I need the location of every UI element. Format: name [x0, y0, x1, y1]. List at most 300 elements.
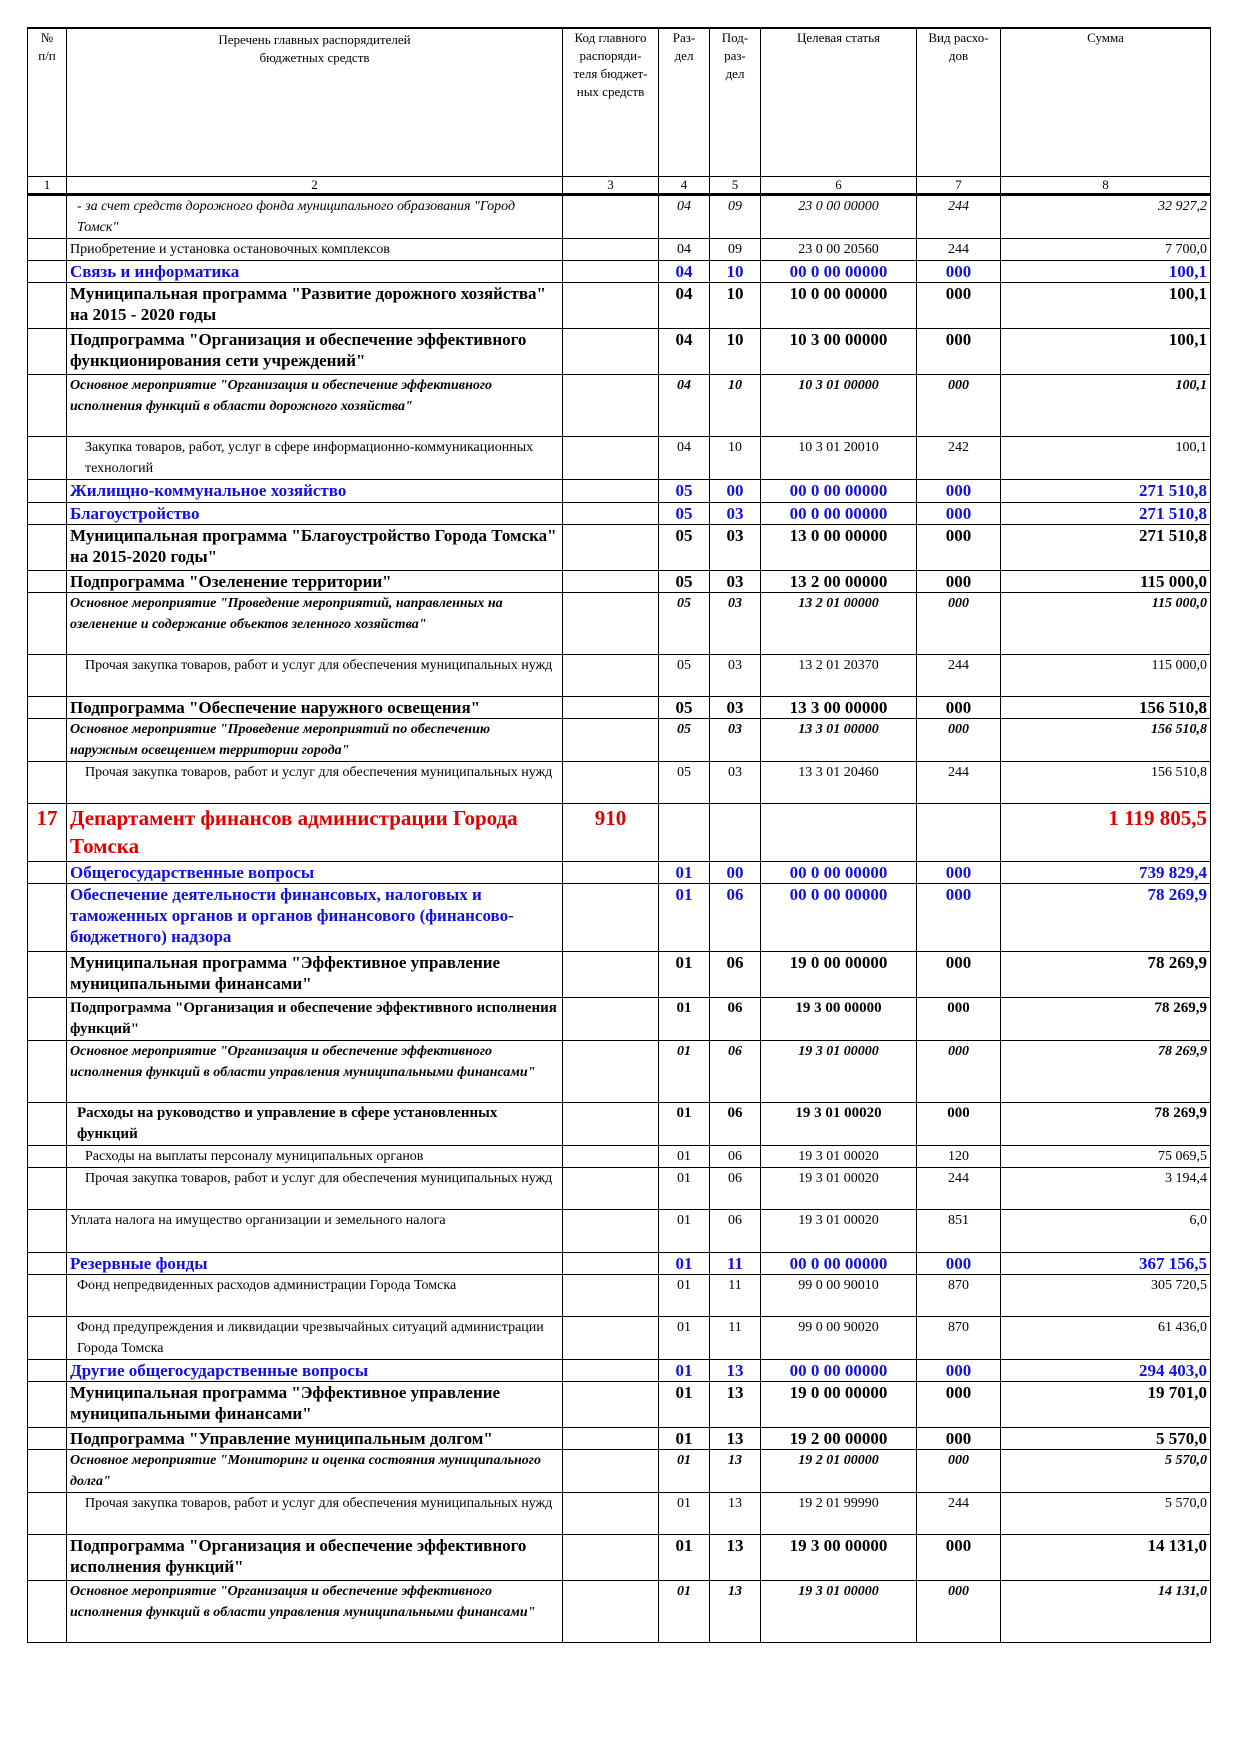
row-vid: 244 — [917, 1168, 1001, 1210]
row-code — [563, 1253, 659, 1275]
row-podrazdel: 00 — [710, 480, 761, 503]
row-razdel: 01 — [659, 998, 710, 1041]
row-sum: 294 403,0 — [1001, 1360, 1211, 1382]
row-number — [28, 1275, 67, 1317]
row-number — [28, 998, 67, 1041]
row-name: Приобретение и установка остановочных комплексов — [67, 239, 563, 261]
row-article: 10 0 00 00000 — [761, 283, 917, 329]
row-vid: 000 — [917, 283, 1001, 329]
row-podrazdel: 06 — [710, 1210, 761, 1253]
row-article: 19 3 00 00000 — [761, 998, 917, 1041]
row-vid: 000 — [917, 862, 1001, 884]
table-row — [28, 1168, 1211, 1210]
row-number — [28, 571, 67, 593]
row-vid: 242 — [917, 437, 1001, 480]
row-code — [563, 375, 659, 437]
row-sum: 100,1 — [1001, 437, 1211, 480]
col-number: 3 — [563, 177, 659, 195]
row-razdel: 04 — [659, 375, 710, 437]
row-sum: 156 510,8 — [1001, 697, 1211, 719]
row-vid: 000 — [917, 1103, 1001, 1146]
row-number — [28, 1493, 67, 1535]
table-row — [28, 1275, 1211, 1317]
row-sum: 19 701,0 — [1001, 1382, 1211, 1428]
table-row — [28, 525, 1211, 571]
row-podrazdel: 10 — [710, 375, 761, 437]
table-row — [28, 437, 1211, 480]
row-name: Основное мероприятие "Организация и обеспечение эффективного исполнения функций в области управления муниципальными финансами" — [67, 1041, 563, 1103]
row-name: Основное мероприятие "Проведение мероприятий по обеспечению наружным освещением территории города" — [67, 719, 563, 762]
col-number: 6 — [761, 177, 917, 195]
row-code — [563, 239, 659, 261]
row-code — [563, 719, 659, 762]
table-row — [28, 375, 1211, 437]
row-vid: 000 — [917, 952, 1001, 998]
col-number: 5 — [710, 177, 761, 195]
row-code — [563, 1382, 659, 1428]
col-number: 8 — [1001, 177, 1211, 195]
row-code — [563, 1581, 659, 1643]
row-code — [563, 762, 659, 804]
row-sum: 5 570,0 — [1001, 1450, 1211, 1493]
row-sum: 78 269,9 — [1001, 952, 1211, 998]
row-name: Прочая закупка товаров, работ и услуг для обеспечения муниципальных нужд — [67, 655, 563, 697]
col-number: 1 — [28, 177, 67, 195]
row-number: 17 — [28, 804, 67, 862]
row-code — [563, 1041, 659, 1103]
row-podrazdel: 13 — [710, 1581, 761, 1643]
table-row — [28, 239, 1211, 261]
row-name: Основное мероприятие "Организация и обеспечение эффективного исполнения функций в области управления муниципальными финансами" — [67, 1581, 563, 1643]
table-row — [28, 480, 1211, 503]
row-razdel: 01 — [659, 1450, 710, 1493]
budget-table-sheet — [27, 27, 1210, 1643]
row-code — [563, 1450, 659, 1493]
row-razdel: 01 — [659, 1535, 710, 1581]
table-row — [28, 593, 1211, 655]
table-row — [28, 697, 1211, 719]
row-podrazdel: 03 — [710, 503, 761, 525]
row-number — [28, 1253, 67, 1275]
row-number — [28, 1428, 67, 1450]
row-number — [28, 1210, 67, 1253]
row-number — [28, 261, 67, 283]
row-podrazdel: 00 — [710, 862, 761, 884]
row-razdel: 01 — [659, 884, 710, 952]
header-sum: Сумма — [1001, 28, 1211, 177]
row-number — [28, 525, 67, 571]
row-podrazdel — [710, 804, 761, 862]
row-razdel: 05 — [659, 593, 710, 655]
row-code — [563, 195, 659, 239]
row-vid: 000 — [917, 1450, 1001, 1493]
row-name: Прочая закупка товаров, работ и услуг для обеспечения муниципальных нужд — [67, 762, 563, 804]
row-article: 00 0 00 00000 — [761, 1360, 917, 1382]
row-article: 19 3 01 00020 — [761, 1210, 917, 1253]
row-code — [563, 998, 659, 1041]
row-article: 19 3 01 00000 — [761, 1041, 917, 1103]
row-article: 00 0 00 00000 — [761, 261, 917, 283]
row-name: Расходы на выплаты персоналу муниципальных органов — [67, 1146, 563, 1168]
col-number: 4 — [659, 177, 710, 195]
row-article: 19 0 00 00000 — [761, 1382, 917, 1428]
row-article: 19 3 01 00020 — [761, 1103, 917, 1146]
row-article: 00 0 00 00000 — [761, 1253, 917, 1275]
row-razdel: 01 — [659, 1041, 710, 1103]
table-row — [28, 1360, 1211, 1382]
row-vid: 870 — [917, 1275, 1001, 1317]
row-vid: 000 — [917, 329, 1001, 375]
table-row — [28, 571, 1211, 593]
row-podrazdel: 13 — [710, 1535, 761, 1581]
row-sum: 5 570,0 — [1001, 1428, 1211, 1450]
table-row — [28, 719, 1211, 762]
row-code — [563, 283, 659, 329]
header-razdel: Раз- дел — [659, 28, 710, 177]
row-number — [28, 655, 67, 697]
row-article: 13 3 01 20460 — [761, 762, 917, 804]
row-name: Прочая закупка товаров, работ и услуг для обеспечения муниципальных нужд — [67, 1168, 563, 1210]
table-row — [28, 1103, 1211, 1146]
row-article: 19 3 01 00020 — [761, 1168, 917, 1210]
row-article: 19 2 01 00000 — [761, 1450, 917, 1493]
row-code — [563, 525, 659, 571]
row-razdel: 05 — [659, 719, 710, 762]
table-row — [28, 261, 1211, 283]
row-code — [563, 1535, 659, 1581]
row-article: 13 0 00 00000 — [761, 525, 917, 571]
row-vid: 851 — [917, 1210, 1001, 1253]
row-podrazdel: 03 — [710, 593, 761, 655]
table-row — [28, 1041, 1211, 1103]
row-code — [563, 952, 659, 998]
table-row — [28, 283, 1211, 329]
row-razdel: 01 — [659, 1428, 710, 1450]
table-row — [28, 862, 1211, 884]
row-razdel: 04 — [659, 261, 710, 283]
row-name: Общегосударственные вопросы — [67, 862, 563, 884]
row-code — [563, 1210, 659, 1253]
row-name: Подпрограмма "Организация и обеспечение эффективного исполнения функций" — [67, 1535, 563, 1581]
row-podrazdel: 10 — [710, 329, 761, 375]
row-sum: 78 269,9 — [1001, 998, 1211, 1041]
row-vid: 244 — [917, 195, 1001, 239]
row-vid: 244 — [917, 239, 1001, 261]
row-code — [563, 1275, 659, 1317]
row-article: 00 0 00 00000 — [761, 503, 917, 525]
row-vid: 000 — [917, 1428, 1001, 1450]
row-name: Закупка товаров, работ, услуг в сфере информационно-коммуникационных технологий — [67, 437, 563, 480]
row-name: Фонд непредвиденных расходов администрации Города Томска — [67, 1275, 563, 1317]
row-number — [28, 1360, 67, 1382]
row-code — [563, 884, 659, 952]
row-article: 13 2 01 20370 — [761, 655, 917, 697]
row-podrazdel: 09 — [710, 195, 761, 239]
row-sum: 115 000,0 — [1001, 593, 1211, 655]
row-podrazdel: 10 — [710, 437, 761, 480]
row-number — [28, 884, 67, 952]
row-podrazdel: 06 — [710, 1103, 761, 1146]
table-row — [28, 1535, 1211, 1581]
row-sum: 7 700,0 — [1001, 239, 1211, 261]
row-vid: 244 — [917, 762, 1001, 804]
row-code — [563, 503, 659, 525]
row-vid: 000 — [917, 697, 1001, 719]
table-row — [28, 1253, 1211, 1275]
row-sum: 100,1 — [1001, 261, 1211, 283]
row-razdel: 01 — [659, 1581, 710, 1643]
row-code — [563, 655, 659, 697]
row-article: 13 2 01 00000 — [761, 593, 917, 655]
row-number — [28, 719, 67, 762]
row-name: Подпрограмма "Обеспечение наружного освещения" — [67, 697, 563, 719]
table-row — [28, 655, 1211, 697]
row-name: Прочая закупка товаров, работ и услуг для обеспечения муниципальных нужд — [67, 1493, 563, 1535]
row-article: 23 0 00 20560 — [761, 239, 917, 261]
row-number — [28, 283, 67, 329]
row-podrazdel: 13 — [710, 1493, 761, 1535]
row-vid: 244 — [917, 655, 1001, 697]
row-podrazdel: 13 — [710, 1360, 761, 1382]
row-number — [28, 503, 67, 525]
header-num: № п/п — [28, 28, 67, 177]
row-sum: 6,0 — [1001, 1210, 1211, 1253]
row-podrazdel: 03 — [710, 697, 761, 719]
table-row — [28, 998, 1211, 1041]
row-code — [563, 437, 659, 480]
row-name: Расходы на руководство и управление в сфере установленных функций — [67, 1103, 563, 1146]
row-sum: 78 269,9 — [1001, 884, 1211, 952]
row-vid: 000 — [917, 884, 1001, 952]
row-name: Муниципальная программа "Эффективное управление муниципальными финансами" — [67, 1382, 563, 1428]
table-row — [28, 1317, 1211, 1360]
table-row — [28, 884, 1211, 952]
row-sum: 14 131,0 — [1001, 1581, 1211, 1643]
row-number — [28, 1103, 67, 1146]
row-article: 19 2 01 99990 — [761, 1493, 917, 1535]
row-name: Другие общегосударственные вопросы — [67, 1360, 563, 1382]
row-code — [563, 329, 659, 375]
row-vid: 000 — [917, 1253, 1001, 1275]
row-number — [28, 762, 67, 804]
row-number — [28, 1450, 67, 1493]
row-podrazdel: 10 — [710, 283, 761, 329]
row-vid: 000 — [917, 525, 1001, 571]
row-podrazdel: 13 — [710, 1450, 761, 1493]
row-code — [563, 1428, 659, 1450]
row-vid: 000 — [917, 571, 1001, 593]
row-razdel: 04 — [659, 239, 710, 261]
row-podrazdel: 10 — [710, 261, 761, 283]
row-code — [563, 1317, 659, 1360]
row-name: Основное мероприятие "Проведение мероприятий, направленных на озеленение и содержание объектов зеленного хозяйства" — [67, 593, 563, 655]
col-number: 2 — [67, 177, 563, 195]
row-podrazdel: 06 — [710, 1041, 761, 1103]
row-code — [563, 1493, 659, 1535]
row-article: 13 2 00 00000 — [761, 571, 917, 593]
row-vid: 870 — [917, 1317, 1001, 1360]
row-article: 10 3 01 00000 — [761, 375, 917, 437]
table-row — [28, 503, 1211, 525]
row-sum: 61 436,0 — [1001, 1317, 1211, 1360]
row-sum: 271 510,8 — [1001, 503, 1211, 525]
row-number — [28, 437, 67, 480]
row-podrazdel: 03 — [710, 655, 761, 697]
row-vid: 000 — [917, 480, 1001, 503]
row-code: 910 — [563, 804, 659, 862]
row-vid: 000 — [917, 1382, 1001, 1428]
row-name: Муниципальная программа "Эффективное управление муниципальными финансами" — [67, 952, 563, 998]
row-sum: 3 194,4 — [1001, 1168, 1211, 1210]
row-article: 19 3 01 00000 — [761, 1581, 917, 1643]
table-row — [28, 1581, 1211, 1643]
row-podrazdel: 09 — [710, 239, 761, 261]
row-number — [28, 1168, 67, 1210]
row-code — [563, 261, 659, 283]
row-article: 00 0 00 00000 — [761, 862, 917, 884]
row-podrazdel: 11 — [710, 1253, 761, 1275]
table-header-row — [28, 28, 1211, 177]
row-name: Подпрограмма "Организация и обеспечение эффективного функционирования сети учреждений" — [67, 329, 563, 375]
row-vid: 000 — [917, 719, 1001, 762]
row-razdel: 01 — [659, 1493, 710, 1535]
row-number — [28, 1041, 67, 1103]
row-name: Связь и информатика — [67, 261, 563, 283]
row-number — [28, 952, 67, 998]
table-row — [28, 1493, 1211, 1535]
row-sum: 115 000,0 — [1001, 571, 1211, 593]
row-code — [563, 862, 659, 884]
row-vid: 120 — [917, 1146, 1001, 1168]
row-code — [563, 697, 659, 719]
row-name: Подпрограмма "Управление муниципальным долгом" — [67, 1428, 563, 1450]
row-article: 13 3 01 00000 — [761, 719, 917, 762]
column-number-row — [28, 177, 1211, 195]
row-article: 10 3 00 00000 — [761, 329, 917, 375]
row-number — [28, 1146, 67, 1168]
row-number — [28, 195, 67, 239]
row-razdel: 04 — [659, 437, 710, 480]
table-row — [28, 952, 1211, 998]
row-razdel: 01 — [659, 862, 710, 884]
row-vid: 000 — [917, 1360, 1001, 1382]
row-podrazdel: 13 — [710, 1382, 761, 1428]
table-row — [28, 804, 1211, 862]
table-row — [28, 1210, 1211, 1253]
col-number: 7 — [917, 177, 1001, 195]
row-sum: 305 720,5 — [1001, 1275, 1211, 1317]
row-vid: 000 — [917, 998, 1001, 1041]
row-razdel — [659, 804, 710, 862]
row-number — [28, 862, 67, 884]
row-razdel: 05 — [659, 503, 710, 525]
row-sum: 78 269,9 — [1001, 1041, 1211, 1103]
row-number — [28, 697, 67, 719]
row-vid: 000 — [917, 1041, 1001, 1103]
table-row — [28, 762, 1211, 804]
row-vid: 000 — [917, 261, 1001, 283]
row-podrazdel: 03 — [710, 525, 761, 571]
row-sum: 100,1 — [1001, 283, 1211, 329]
row-podrazdel: 06 — [710, 998, 761, 1041]
header-podrazdel: Под- раз- дел — [710, 28, 761, 177]
row-name: Основное мероприятие "Организация и обеспечение эффективного исполнения функций в области дорожного хозяйства" — [67, 375, 563, 437]
row-sum: 78 269,9 — [1001, 1103, 1211, 1146]
row-article: 19 2 00 00000 — [761, 1428, 917, 1450]
row-code — [563, 593, 659, 655]
row-razdel: 01 — [659, 1210, 710, 1253]
row-razdel: 01 — [659, 1382, 710, 1428]
row-article: 19 0 00 00000 — [761, 952, 917, 998]
row-number — [28, 593, 67, 655]
row-name: Благоустройство — [67, 503, 563, 525]
row-sum: 739 829,4 — [1001, 862, 1211, 884]
row-razdel: 05 — [659, 480, 710, 503]
row-name: - за счет средств дорожного фонда муниципального образования "Город Томск" — [67, 195, 563, 239]
row-razdel: 01 — [659, 952, 710, 998]
table-row — [28, 1428, 1211, 1450]
row-article: 13 3 00 00000 — [761, 697, 917, 719]
row-podrazdel: 11 — [710, 1275, 761, 1317]
row-name: Муниципальная программа "Благоустройство Города Томска" на 2015-2020 годы" — [67, 525, 563, 571]
row-razdel: 01 — [659, 1317, 710, 1360]
row-article: 00 0 00 00000 — [761, 884, 917, 952]
row-podrazdel: 06 — [710, 884, 761, 952]
header-vid: Вид расхо- дов — [917, 28, 1001, 177]
row-name: Жилищно-коммунальное хозяйство — [67, 480, 563, 503]
row-sum: 75 069,5 — [1001, 1146, 1211, 1168]
row-podrazdel: 06 — [710, 952, 761, 998]
row-sum: 100,1 — [1001, 329, 1211, 375]
row-number — [28, 1317, 67, 1360]
row-sum: 100,1 — [1001, 375, 1211, 437]
row-name: Департамент финансов администрации Города Томска — [67, 804, 563, 862]
row-name: Подпрограмма "Озеленение территории" — [67, 571, 563, 593]
row-sum: 5 570,0 — [1001, 1493, 1211, 1535]
row-name: Подпрограмма "Организация и обеспечение эффективного исполнения функций" — [67, 998, 563, 1041]
row-number — [28, 480, 67, 503]
row-number — [28, 1535, 67, 1581]
row-podrazdel: 03 — [710, 762, 761, 804]
row-sum: 271 510,8 — [1001, 525, 1211, 571]
header-code: Код главного распоряди- теля бюджет- ных средств — [563, 28, 659, 177]
row-name: Обеспечение деятельности финансовых, налоговых и таможенных органов и органов финансового (финансово-бюджетного) надзора — [67, 884, 563, 952]
row-vid: 244 — [917, 1493, 1001, 1535]
row-article: 19 3 00 00000 — [761, 1535, 917, 1581]
header-name: Перечень главных распорядителей бюджетных средств — [67, 28, 563, 177]
row-article: 23 0 00 00000 — [761, 195, 917, 239]
row-article: 99 0 00 90010 — [761, 1275, 917, 1317]
table-row — [28, 195, 1211, 239]
row-name: Резервные фонды — [67, 1253, 563, 1275]
row-razdel: 01 — [659, 1253, 710, 1275]
row-article — [761, 804, 917, 862]
row-podrazdel: 03 — [710, 571, 761, 593]
table-row — [28, 1450, 1211, 1493]
row-code — [563, 1360, 659, 1382]
row-vid — [917, 804, 1001, 862]
row-razdel: 01 — [659, 1168, 710, 1210]
row-article: 19 3 01 00020 — [761, 1146, 917, 1168]
row-podrazdel: 11 — [710, 1317, 761, 1360]
row-vid: 000 — [917, 1581, 1001, 1643]
row-podrazdel: 06 — [710, 1146, 761, 1168]
table-row — [28, 329, 1211, 375]
row-razdel: 04 — [659, 283, 710, 329]
row-name: Фонд предупреждения и ликвидации чрезвычайных ситуаций администрации Города Томска — [67, 1317, 563, 1360]
row-code — [563, 571, 659, 593]
row-razdel: 05 — [659, 571, 710, 593]
